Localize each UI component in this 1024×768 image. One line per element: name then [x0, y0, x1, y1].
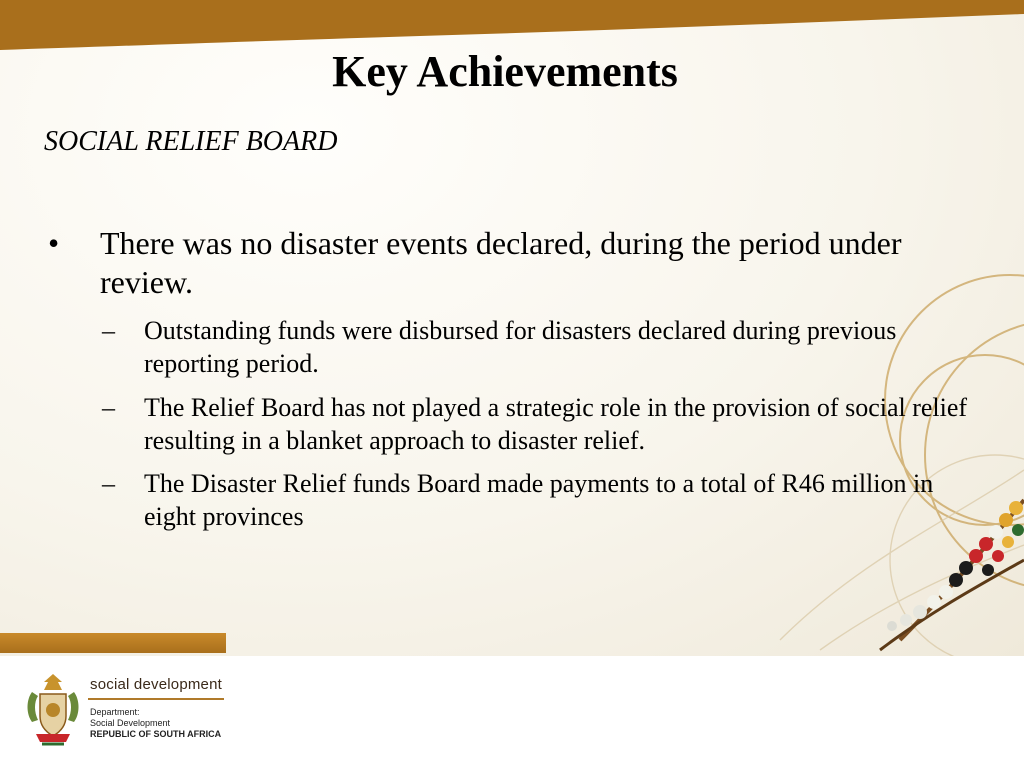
department-name: Social Development: [90, 718, 171, 728]
slide-subtitle: SOCIAL RELIEF BOARD: [44, 126, 338, 157]
main-bullet: [44, 224, 974, 302]
sub-bullet: [96, 314, 974, 381]
bullet-marker: •: [48, 225, 60, 261]
department-text: [90, 707, 221, 740]
bottom-decorative-strip: [0, 633, 226, 653]
slide-content: [44, 224, 974, 544]
department-label: Department:: [90, 707, 140, 717]
sub-bullet-marker: –: [102, 469, 115, 499]
country-name: REPUBLIC OF SOUTH AFRICA: [90, 729, 222, 739]
sub-bullet: [96, 391, 974, 458]
sub-bullet: [96, 467, 974, 534]
slide-title: Key Achievements: [332, 47, 678, 96]
footer: [0, 656, 1024, 768]
sub-bullet-list: [44, 314, 974, 534]
sub-bullet-text: The Disaster Relief funds Board made payments to a total of R46 million in eight provinces: [144, 469, 934, 532]
brand-name: social development: [90, 676, 223, 693]
bullet-text: There was no disaster events declared, during the period under review.: [100, 225, 902, 301]
sub-bullet-marker: –: [102, 392, 115, 422]
brand-divider: [88, 698, 224, 700]
coat-of-arms-icon: [22, 670, 84, 752]
sub-bullet-text: The Relief Board has not played a strategic role in the provision of social relief resulting in a blanket approach to disaster relief.: [144, 392, 968, 455]
sub-bullet-marker: –: [102, 316, 115, 346]
sub-bullet-text: Outstanding funds were disbursed for disasters declared during previous reporting period.: [144, 316, 897, 379]
